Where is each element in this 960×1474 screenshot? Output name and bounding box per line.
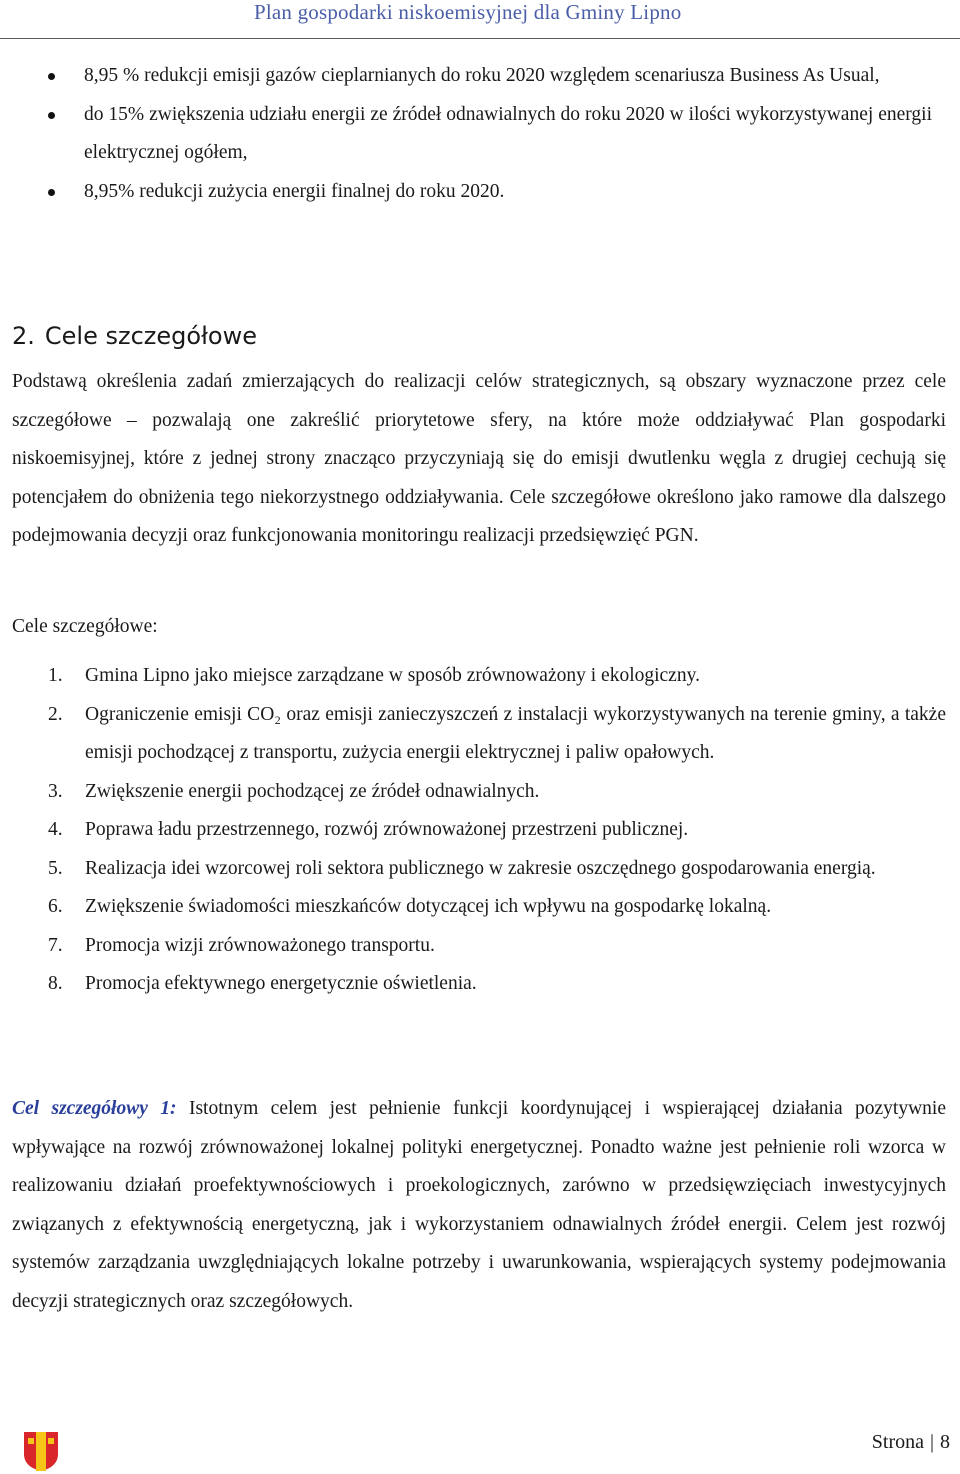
section-number: 2.: [12, 322, 35, 350]
list-item: [0, 57, 960, 96]
goal1-text: Istotnym celem jest pełnienie funkcji koordynującej i wspierającej działania pozytywnie wpływające na rozwój zrównoważonej lokalnej polityki energetycznej. Ponadto ważne jest pełnienie roli wzorca w realizowaniu działań proefektywnościowych i proekologicznych, zarówno w przedsięwzięciach inwestycyjnych związanych z efektywnością energetyczną, jak i wykorzystaniem odnawialnych źródeł energii. Celem jest rozwój systemów zarządzania uwzględniających lokalne potrzeby i uwarunkowania, wspierających systemy podejmowania decyzji strategicznych oraz szczegółowych.: [12, 1098, 946, 1312]
goal-text: Ograniczenie emisji CO₂ oraz emisji zanieczyszczeń z instalacji wykorzystywanych na terenie gminy, a także emisji pochodzącej z transportu, zużycia energii elektrycznej i paliw opałowych.: [85, 703, 946, 763]
goal-item: [0, 888, 960, 927]
goal-item: [0, 696, 960, 773]
goal-text: Poprawa ładu przestrzennego, rozwój zrównoważonej przestrzeni publicznej.: [85, 819, 689, 840]
shield-band-icon: [36, 1432, 46, 1471]
goal-item: [0, 773, 960, 812]
goal-number: 6.: [48, 896, 63, 917]
goal-number: 4.: [48, 819, 63, 840]
goals-list: [0, 657, 960, 1004]
goal-item: [0, 850, 960, 889]
goal-item: [0, 811, 960, 850]
goals-list-label: Cele szczegółowe:: [12, 616, 158, 637]
goal-number: 3.: [48, 780, 63, 802]
goal-number: 1.: [48, 665, 63, 686]
goal-number: 2.: [48, 703, 63, 725]
bullet-text: do 15% zwiększenia udziału energii ze źródeł odnawialnych do roku 2020 w ilości wykorzystywanej energii elektrycznej ogółem,: [84, 103, 932, 163]
goal-number: 8.: [48, 973, 63, 994]
document-title: Plan gospodarki niskoemisyjnej dla Gminy Lipno: [254, 0, 682, 24]
page-number: 8: [940, 1431, 950, 1453]
goal-text: Realizacja idei wzorcowej roli sektora publicznego w zakresie oszczędnego gospodarowania energią.: [85, 857, 876, 879]
section-title: Cele szczegółowe: [44, 322, 257, 350]
intro-paragraph: Podstawą określenia zadań zmierzających do realizacji celów strategicznych, są obszary wyznaczone przez cele szczegółowe – pozwalają one zakreślić priorytetowe sfery, na które może oddziaływać Plan gospodarki niskoemisyjnej, które z jednej strony znacząco przyczyniają się do emisji dwutlenku węgla z drugiej cechują się potencjałem do obniżenia tego niekorzystnego oddziaływania. Cele szczegółowe określono jako ramowe dla dalszego podejmowania decyzji oraz funkcjonowania monitoringu realizacji przedsięwzięć PGN.: [12, 371, 946, 546]
gmina-coat-of-arms-icon: [20, 1430, 62, 1472]
goal-text: Promocja efektywnego energetycznie oświetlenia.: [85, 973, 477, 994]
goal1-lead: Cel szczegółowy 1:: [12, 1098, 177, 1119]
goal1-paragraph: [12, 1090, 946, 1321]
bullet-icon: [48, 189, 55, 196]
page-number-footer: [872, 1431, 950, 1454]
goal-text: Gmina Lipno jako miejsce zarządzane w sposób zrównoważony i ekologiczny.: [85, 665, 700, 686]
goal-text: Zwiększenie energii pochodzącej ze źródeł odnawialnych.: [85, 780, 540, 802]
goal-text: Zwiększenie świadomości mieszkańców dotyczącej ich wpływu na gospodarkę lokalną.: [85, 896, 772, 917]
bullet-text: 8,95% redukcji zużycia energii finalnej do roku 2020.: [84, 180, 505, 202]
goal-number: 5.: [48, 857, 63, 879]
list-item: [0, 173, 960, 212]
page-separator: |: [929, 1431, 934, 1453]
page-label: Strona: [871, 1431, 924, 1453]
goal-item: [0, 657, 960, 696]
bullet-icon: [48, 73, 55, 80]
goal-text: Promocja wizji zrównoważonego transportu.: [85, 934, 435, 956]
page-header: [0, 0, 960, 39]
goal-item: [0, 965, 960, 1004]
bullet-text: 8,95 % redukcji emisji gazów cieplarnianych do roku 2020 względem scenariusza Business As Usual,: [84, 65, 880, 86]
goal-item: [0, 927, 960, 966]
goal-number: 7.: [48, 934, 63, 956]
target-bullet-list: [0, 57, 960, 211]
section-heading: [12, 322, 257, 350]
bullet-icon: [48, 112, 55, 119]
list-item: [0, 96, 960, 173]
